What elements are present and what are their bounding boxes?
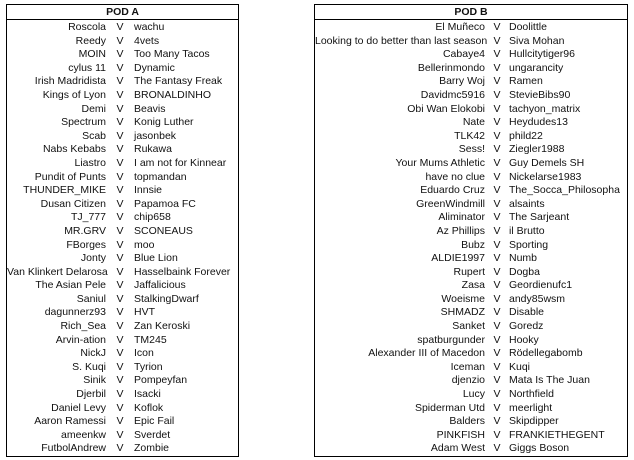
away-team: Sporting [509,238,549,251]
home-team: MOIN [78,48,106,61]
match-row [7,442,238,456]
versus-label: V [116,224,124,237]
away-team: HVT [134,306,155,319]
home-team: Liastro [74,156,106,169]
versus-label: V [493,238,501,251]
versus-label: V [493,48,501,61]
home-team: Irish Madridista [34,75,106,88]
home-team: Nabs Kebabs [42,143,106,156]
match-row [315,116,627,130]
away-team: Mata Is The Juan [509,374,590,387]
versus-label: V [493,252,501,265]
match-row [315,35,627,49]
match-row [7,347,238,361]
match-row [7,130,238,144]
home-team: Obi Wan Elokobi [407,102,485,115]
home-team: Nate [462,116,485,129]
away-team: Jaffalicious [134,279,186,292]
pod-a-rows [7,20,238,456]
home-team: Adam West [430,442,485,455]
home-team: TLK42 [454,129,485,142]
versus-label: V [493,75,501,88]
home-team: Aaron Ramessi [34,415,106,428]
match-row [315,157,627,171]
away-team: Ziegler1988 [509,143,565,156]
versus-label: V [493,129,501,142]
versus-label: V [493,360,501,373]
away-team: Hullcitytiger96 [509,48,575,61]
match-row [315,103,627,117]
match-row [7,116,238,130]
home-team: ALDIE1997 [431,252,485,265]
pod-a-table [6,4,239,457]
home-team: S. Kuqi [72,360,106,373]
match-row [7,320,238,334]
away-team: moo [134,238,155,251]
versus-label: V [116,102,124,115]
match-row [7,103,238,117]
away-team: Beavis [134,102,166,115]
versus-label: V [493,102,501,115]
match-row [315,279,627,293]
versus-label: V [116,197,124,210]
versus-label: V [116,401,124,414]
versus-label: V [116,184,124,197]
away-team: StalkingDwarf [134,292,199,305]
match-row [315,171,627,185]
home-team: Bellerinmondo [417,61,485,74]
pod-b-table [314,4,628,457]
home-team: Sanket [452,320,485,333]
away-team: Epic Fail [134,415,175,428]
away-team: The_Socca_Philosopha [509,184,620,197]
away-team: Dynamic [134,61,175,74]
away-team: Hasselbaink Forever [134,265,231,278]
versus-label: V [493,265,501,278]
match-row [315,266,627,280]
away-team: The Fantasy Freak [134,75,223,88]
versus-label: V [116,333,124,346]
match-row [7,361,238,375]
away-team: StevieBibs90 [509,88,571,101]
home-team: GreenWindmill [416,197,485,210]
versus-label: V [116,143,124,156]
match-row [315,252,627,266]
away-team: Disable [509,306,545,319]
match-row [7,429,238,443]
versus-label: V [493,306,501,319]
match-row [7,62,238,76]
versus-label: V [116,320,124,333]
versus-label: V [116,252,124,265]
away-team: Sverdet [134,428,171,441]
away-team: Ramen [509,75,543,88]
versus-label: V [493,428,501,441]
away-team: Koflok [134,401,164,414]
versus-label: V [493,374,501,387]
versus-label: V [493,156,501,169]
match-row [315,361,627,375]
versus-label: V [493,388,501,401]
away-team: Blue Lion [134,252,178,265]
match-row [315,293,627,307]
home-team: Your Mums Athletic [395,156,485,169]
away-team: Giggs Boson [509,442,570,455]
away-team: tachyon_matrix [509,102,581,115]
versus-label: V [493,21,501,33]
home-team: Aliminator [438,211,485,224]
match-row [315,184,627,198]
match-row [315,347,627,361]
versus-label: V [493,184,501,197]
home-team: Scab [82,129,106,142]
away-team: Innsie [134,184,163,197]
away-team: Isacki [134,388,161,401]
match-row [315,48,627,62]
match-row [7,75,238,89]
versus-label: V [116,21,124,33]
versus-label: V [493,61,501,74]
match-row [7,89,238,103]
away-team: Northfield [509,388,554,401]
away-team: meerlight [509,401,553,414]
away-team: Goredz [509,320,544,333]
match-row [7,171,238,185]
away-team: Skipdipper [509,415,559,428]
match-row [315,442,627,456]
away-team: I am not for Kinnear [134,156,227,169]
home-team: TJ_777 [70,211,106,224]
versus-label: V [116,170,124,183]
match-row [315,89,627,103]
home-team: Sess! [458,143,485,156]
match-row [315,130,627,144]
home-team: cylus 11 [68,61,106,74]
match-row [7,415,238,429]
away-team: ungarancity [509,61,564,74]
home-team: Saniul [76,292,106,305]
home-team: Balders [449,415,485,428]
versus-label: V [116,374,124,387]
versus-label: V [493,143,501,156]
home-team: NickJ [80,347,106,360]
home-team: FBorges [66,238,106,251]
away-team: Dogba [509,265,540,278]
away-team: TM245 [134,333,167,346]
match-row [7,198,238,212]
versus-label: V [116,388,124,401]
versus-label: V [493,333,501,346]
versus-label: V [116,265,124,278]
versus-label: V [116,129,124,142]
home-team: djenzio [451,374,485,387]
match-row [315,402,627,416]
home-team: El Muñeco [435,21,485,33]
versus-label: V [116,34,124,47]
match-row [7,252,238,266]
match-row [7,306,238,320]
away-team: Nickelarse1983 [509,170,582,183]
versus-label: V [116,211,124,224]
away-team: Too Many Tacos [134,48,210,61]
home-team: Reedy [75,34,106,47]
match-row [315,198,627,212]
match-row [7,157,238,171]
home-team: Pundit of Punts [34,170,106,183]
match-row [315,239,627,253]
match-row [7,143,238,157]
versus-label: V [493,347,501,360]
match-row [7,293,238,307]
match-row [315,374,627,388]
home-team: Spectrum [61,116,106,129]
match-row [315,62,627,76]
home-team: Rich_Sea [60,320,106,333]
versus-label: V [116,88,124,101]
match-row [7,239,238,253]
match-row [315,415,627,429]
versus-label: V [116,238,124,251]
versus-label: V [116,156,124,169]
match-row [315,429,627,443]
match-row [7,211,238,225]
match-row [7,388,238,402]
home-team: Cabaye4 [442,48,485,61]
away-team: Pompeyfan [134,374,188,387]
versus-label: V [116,442,124,455]
match-row [315,334,627,348]
home-team: Van Klinkert Delarosa [7,265,108,278]
match-row [7,184,238,198]
home-team: Zasa [461,279,485,292]
away-team: andy85wsm [509,292,566,305]
match-row [7,279,238,293]
away-team: Siva Mohan [509,34,565,47]
home-team: Az Phillips [436,224,485,237]
home-team: Eduardo Cruz [420,184,485,197]
away-team: Doolittle [509,21,547,33]
home-team: Dusan Citizen [40,197,106,210]
versus-label: V [116,360,124,373]
match-row [7,35,238,49]
away-team: Zan Keroski [134,320,191,333]
away-team: chip658 [134,211,171,224]
versus-label: V [493,211,501,224]
home-team: ameenkw [61,428,106,441]
versus-label: V [493,224,501,237]
pod-b-title: POD B [315,5,627,20]
versus-label: V [116,48,124,61]
versus-label: V [116,61,124,74]
away-team: The Sarjeant [509,211,570,224]
away-team: Hooky [509,333,539,346]
versus-label: V [116,75,124,88]
home-team: Sinik [83,374,106,387]
away-team: Guy Demels SH [509,156,585,169]
versus-label: V [493,442,501,455]
home-team: Jonty [80,252,106,265]
home-team: Roscola [68,21,106,33]
away-team: Geordienufc1 [509,279,573,292]
versus-label: V [493,197,501,210]
versus-label: V [493,320,501,333]
versus-label: V [493,279,501,292]
pod-b-rows [315,20,627,456]
match-row [7,402,238,416]
match-row [7,48,238,62]
home-team: Rupert [453,265,485,278]
home-team: Demi [81,102,106,115]
away-team: 4vets [134,34,160,47]
versus-label: V [116,279,124,292]
match-row [315,388,627,402]
away-team: il Brutto [509,224,545,237]
home-team: Spiderman Utd [414,401,485,414]
away-team: Rödellegabomb [509,347,583,360]
home-team: THUNDER_MIKE [23,184,106,197]
versus-label: V [116,347,124,360]
match-row [315,211,627,225]
home-team: SHMADZ [440,306,485,319]
home-team: Arvin-ation [55,333,106,346]
away-team: SCONEAUS [134,224,193,237]
home-team: spatburgunder [417,333,485,346]
home-team: MR.GRV [64,224,106,237]
home-team: PINKFISH [436,428,485,441]
match-row [315,320,627,334]
away-team: Tyrion [134,360,163,373]
match-row [315,306,627,320]
match-row [315,225,627,239]
home-team: Bubz [461,238,485,251]
versus-label: V [493,415,501,428]
match-row [315,21,627,35]
away-team: Zombie [134,442,170,455]
match-row [7,21,238,35]
home-team: Woeisme [441,292,485,305]
match-row [7,225,238,239]
away-team: Rukawa [134,143,172,156]
home-team: Davidmc5916 [420,88,485,101]
home-team: Alexander III of Macedon [368,347,485,360]
away-team: jasonbek [134,129,177,142]
away-team: Heydudes13 [509,116,568,129]
versus-label: V [116,116,124,129]
match-row [315,75,627,89]
match-row [7,266,238,280]
away-team: Icon [134,347,154,360]
versus-label: V [116,428,124,441]
away-team: alsaints [509,197,545,210]
home-team: Iceman [450,360,485,373]
versus-label: V [116,292,124,305]
away-team: FRANKIETHEGENT [509,428,605,441]
match-row [7,374,238,388]
versus-label: V [493,88,501,101]
away-team: Kuqi [509,360,531,373]
versus-label: V [493,401,501,414]
home-team: Lucy [462,388,485,401]
away-team: BRONALDINHO [134,88,212,101]
home-team: Looking to do better than last season [315,34,488,47]
away-team: Papamoa FC [134,197,196,210]
home-team: Kings of Lyon [42,88,106,101]
away-team: Konig Luther [134,116,194,129]
home-team: Barry Woj [439,75,485,88]
match-row [7,334,238,348]
versus-label: V [493,292,501,305]
home-team: dagunnerz93 [44,306,106,319]
home-team: Djerbil [76,388,106,401]
away-team: phild22 [509,129,543,142]
versus-label: V [493,116,501,129]
away-team: topmandan [134,170,187,183]
home-team: The Asian Pele [35,279,106,292]
versus-label: V [493,170,501,183]
pod-a-title: POD A [7,5,238,20]
away-team: Numb [509,252,538,265]
home-team: FutbolAndrew [41,442,106,455]
home-team: Daniel Levy [51,401,106,414]
match-row [315,143,627,157]
home-team: have no clue [425,170,485,183]
versus-label: V [116,415,124,428]
versus-label: V [116,306,124,319]
versus-label: V [493,34,501,47]
away-team: wachu [134,21,165,33]
